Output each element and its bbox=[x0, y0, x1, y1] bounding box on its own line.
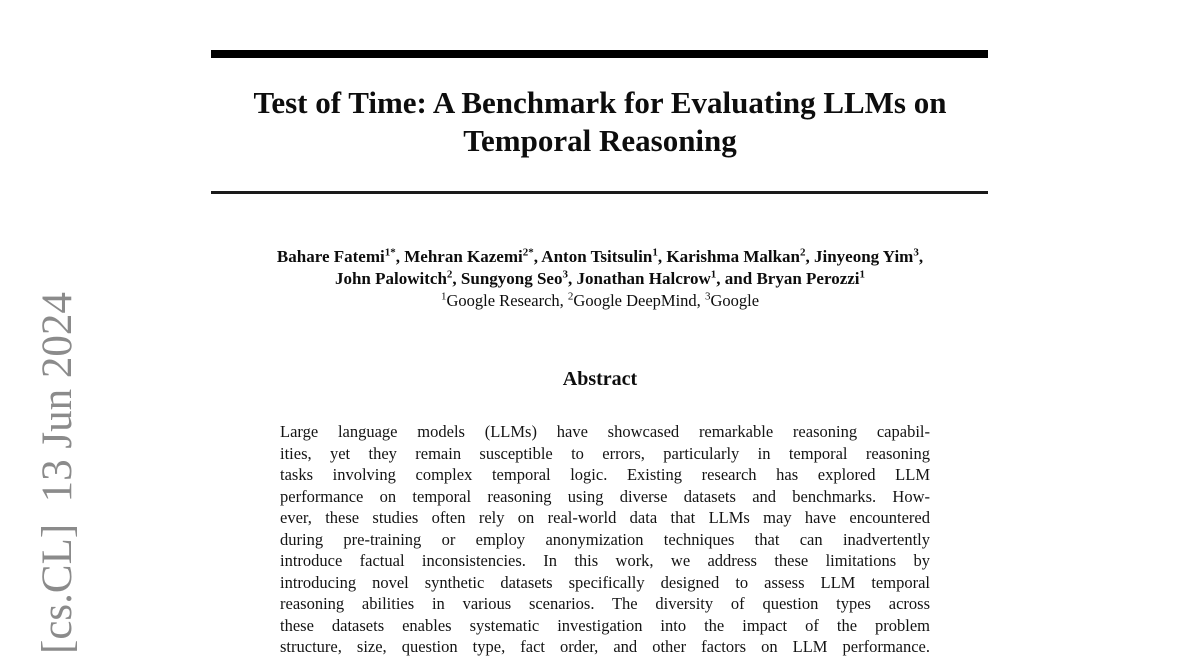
authors-line-1: Bahare Fatemi$^{1*}$, Mehran Kazemi$^{2*}$, Anton Tsitsulin$^1$, Karishma Malkan$^2$, Jinyeong Yim$^3$, bbox=[276, 246, 924, 266]
abstract-line: during pre-training or employ anonymization techniques that can inadvertently bbox=[280, 529, 930, 549]
arxiv-watermark: [cs.CL] 13 Jun 2024 bbox=[34, 292, 81, 654]
abstract-line: these datasets enables systematic investigation into the impact of the problem bbox=[280, 615, 930, 635]
abstract-line: ever, these studies often rely on real-world data that LLMs may have encountered bbox=[280, 508, 930, 527]
abstract-line: Large language models (LLMs) have showcased remarkable reasoning capabil- bbox=[280, 422, 930, 441]
abstract-line: reasoning abilities in various scenarios. The diversity of question types across bbox=[280, 594, 930, 613]
authors-block bbox=[0, 246, 1200, 312]
abstract-line: introducing novel synthetic datasets specifically designed to assess LLM temporal bbox=[280, 572, 930, 592]
authors-line-2: John Palowitch$^2$, Sungyong Seo$^3$, Jonathan Halcrow$^1$, and Bryan Perozzi$^1$ bbox=[334, 268, 866, 288]
top-rule bbox=[211, 50, 988, 58]
abstract-line: introduce factual inconsistencies. In this work, we address these limitations by bbox=[280, 551, 930, 570]
abstract-line: performance on temporal reasoning using diverse datasets and benchmarks. How- bbox=[280, 486, 930, 506]
abstract-body bbox=[280, 421, 930, 658]
paper-title-line-1: Test of Time: A Benchmark for Evaluating LLMs on bbox=[253, 85, 947, 120]
abstract-line: structure, size, question type, fact order, and other factors on LLM performance. bbox=[280, 637, 930, 656]
abstract-line: ities, yet they remain susceptible to errors, particularly in temporal reasoning bbox=[280, 443, 930, 463]
paper-title-line-2: Temporal Reasoning bbox=[463, 123, 737, 158]
affiliations-line: $^1$Google Research, $^2$Google DeepMind, $^3$Google bbox=[440, 290, 760, 310]
abstract-heading: Abstract bbox=[562, 368, 638, 390]
paper-title bbox=[0, 84, 1200, 160]
title-rule bbox=[211, 191, 988, 194]
abstract-line: tasks involving complex temporal logic. Existing research has explored LLM bbox=[280, 465, 930, 484]
